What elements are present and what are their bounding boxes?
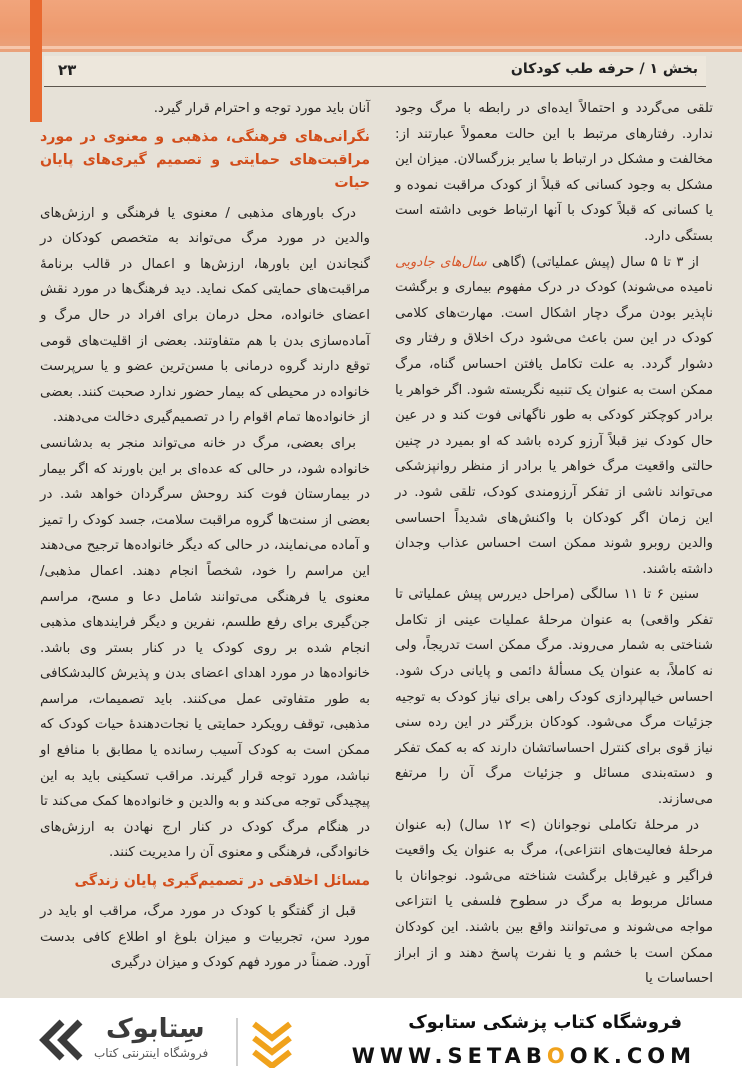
- top-color-band: [0, 0, 742, 52]
- logo-wordmark: سِتابوک: [106, 1014, 205, 1044]
- running-header: [44, 56, 706, 87]
- magic-years-term: سال‌های جادویی: [395, 254, 487, 270]
- paragraph: [395, 250, 713, 583]
- url-accent-letter: O: [546, 1044, 570, 1068]
- paragraph-text: از ۳ تا ۵ سال (پیش عملیاتی) (گاهی: [486, 254, 700, 270]
- url-text: OK.COM: [569, 1044, 696, 1068]
- book-chevron-icon: [250, 1016, 294, 1068]
- section-heading: نگرانی‌های فرهنگی، مذهبی و معنوی در مورد مراقبت‌های حمایتی و تصمیم گیری‌های پایان حیات: [40, 128, 370, 191]
- url-text: WWW.SETAB: [351, 1044, 547, 1068]
- right-column: [395, 96, 713, 992]
- paragraph: سنین ۶ تا ۱۱ سالگی (مراحل دیررس پیش عملیاتی تا تفکر واقعی) به عنوان مرحلهٔ عملیات عینی از تکامل شناختی به شمار می‌روند. مرگ ممکن است تدریجاً، ولی نه کاملاً، به عنوان یک مسألهٔ دائمی و پایانی درک شود. احساس خیالپردازی کودک راهی برای نیاز کودک به توجیه جزئیات مرگ می‌شود. کودکان بزرگتر در این رده سنی نیاز قوی برای کنترل احساساتشان دارند که به کمک تفکر و دسته‌بندی مسائل و جزئیات مرگ آن را مرتفع می‌سازند.: [395, 587, 713, 808]
- paragraph: درک باورهای مذهبی / معنوی یا فرهنگی و ارزش‌های والدین در مورد مرگ می‌تواند به متخصص کودکان در گنجاندن این باورها، ارزش‌ها و اعمال در قالب برنامهٔ مراقبت‌های حمایتی کمک نماید. دید فرهنگ‌ها در مورد نقش اعضای خانواده، محل درمان برای افراد در حال مرگ و آماده‌سازی بدن با هم متفاوتند. بعضی از اقلیت‌های قومی توقع دارند گروه درمانی با مسن‌ترین عضو و یا سرپرست خانواده در محیطی که بیمار حضور ندارد صحبت کنند. بعضی از خانواده‌ها تمام اقوام را در تصمیم‌گیری دخالت می‌دهند.: [40, 205, 370, 426]
- logo-subtitle: فروشگاه اینترنتی کتاب: [94, 1046, 209, 1060]
- logo-divider: [236, 1018, 238, 1066]
- paragraph: آنان باید مورد توجه و احترام قرار گیرد.: [153, 101, 370, 116]
- paragraph: قبل از گفتگو با کودک در مورد مرگ، مراقب او باید در مورد سن، تجربیات و میزان بلوغ او اطلاع کافی بدست آورد. ضمناً در مورد فهم کودک و میزان درگیری: [40, 904, 370, 971]
- section-heading: مسائل اخلاقی در تصمیم‌گیری پایان زندگی: [74, 873, 370, 890]
- store-url: [352, 1044, 696, 1068]
- paragraph-text: نامیده می‌شوند) کودک در درک مفهوم بیماری و برگشت ناپذیر بودن مرگ دچار اشکال است. مهارت‌های کلامی کودک در این سن باعث می‌شود درک اخلاق و رفتار وی دشوار گردد. به علت تکامل یافتن احساس گناه، مرگ ممکن است به عنوان یک تنبیه نگریسته شود. اگر خواهر یا برادر کوچکتر کودکی به طور ناگهانی فوت کند و در عین حال کودک نیز قبلاً آرزو کرده باشد که او بمیرد در چنین حالتی واقعیت مرگ خواهر یا برادر از منظر روانپزشکی می‌تواند ناشی از تفکر آرزومندی کودک، تلقی شود. در این زمان اگر کودکان با واکنش‌های شدیداً احساسی والدین روبرو شوند ممکن است احساس عذاب وجدان داشته باشند.: [395, 280, 713, 577]
- paragraph: در مرحلهٔ تکاملی نوجوانان (> ۱۲ سال) (به عنوان مرحلهٔ فعالیت‌های انتزاعی)، مرگ به عنوان یک واقعیت فراگیر و غیرقابل برگشت شناخته می‌شود. نوجوانان با مسائل مربوط به مرگ در سطوح فلسفی یا انتزاعی مواجه می‌شوند و می‌توانند واقع بین باشند. این کودکان ممکن است با خشم و یا نفرت پاسخ دهند و از ابراز احساسات یا: [395, 817, 713, 987]
- left-column: [40, 96, 370, 976]
- store-name: فروشگاه کتاب پزشکی ستابوک: [408, 1012, 682, 1033]
- paragraph: تلقی می‌گردد و احتمالاً ایده‌ای در رابطه با مرگ وجود ندارد. رفتارهای مرتبط با این حالت معمولاً عبارتند از: مخالفت و مشکل در ارتباط با سایر بزرگسالان. میزان این مشکل به وجود کسانی که قبلاً از کودک مراقبت نموده و یا کسانی که قبلاً کودک با آنها ارتباط خوبی داشته است بستگی دارد.: [395, 101, 713, 244]
- setabook-logo: [34, 1012, 294, 1072]
- top-stripe: [0, 46, 742, 49]
- header-title: بخش ۱ / حرفه طب کودکان: [510, 61, 698, 77]
- paragraph: برای بعضی، مرگ در خانه می‌تواند منجر به بدشانسی خانواده شود، در حالی که عده‌ای بر این باورند که اگر بیمار در بیمارستان فوت کند روحش سرگردان خواهد شد. در بعضی از سنت‌ها گروه مراقبت سلامت، جسد کودک را تمیز و آماده می‌نمایند، در حالی که دیگر خانواده‌ها ترجیح می‌دهند این مراسم را خود، شخصاً انجام دهند. اعمال مذهبی/ معنوی یا فرهنگی می‌توانند شامل دعا و مسح، مراسم جن‌گیری برای رفع طلسم، نفرین و دیگر فرایندهای مذهبی انجام شده بر روی کودک یا در کنار بستر وی باشد. خانواده‌ها در مورد اهدای اعضای بدن و پذیرش کالبدشکافی به طور متفاوتی عمل می‌کنند. باید تصمیمات، مراسم مذهبی، توقف رویکرد حمایتی یا نجات‌دهندهٔ حیات کودک که ممکن است به کودک آسیب رسانده یا مطابق با منافع او نباشد، مورد توجه قرار گیرند. مراقب تسکینی باید به این پیچیدگی توجه می‌کند و به والدین و خانواده‌ها کمک می‌کند تا در هنگام مرگ کودک در کنار ارج نهادن به ارزش‌های خانوادگی، فرهنگی و معنوی آن را مدیریت کنند.: [40, 435, 370, 861]
- footer-banner: [0, 998, 742, 1080]
- page-number: ۲۳: [58, 61, 77, 79]
